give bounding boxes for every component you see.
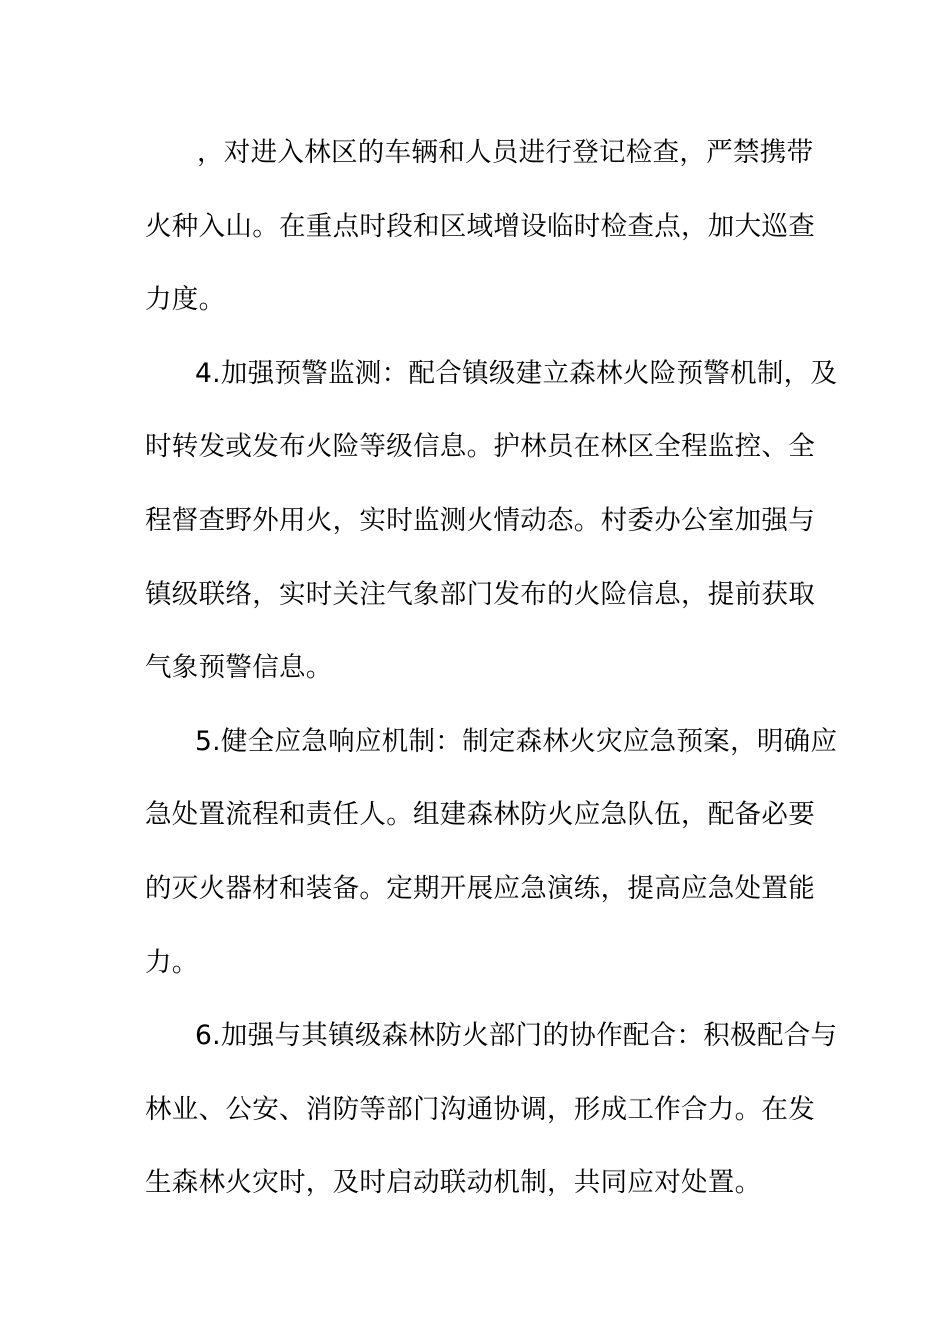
text-line: 力。	[145, 946, 199, 978]
text-line: 的灭火器材和装备。定期开展应急演练，提高应急处置能	[145, 872, 815, 904]
text-line: 气象预警信息。	[145, 652, 333, 684]
text-line: 时转发或发布火险等级信息。护林员在林区全程监控、全	[145, 431, 815, 463]
text-line: 程督查野外用火，实时监测火情动态。村委办公室加强与	[145, 504, 815, 536]
paragraph-heading-line: 5.健全应急响应机制：制定森林火灾应急预案，明确应	[195, 725, 838, 757]
text-line: 林业、公安、消防等部门沟通协调，形成工作合力。在发	[145, 1093, 815, 1125]
text-line: 急处置流程和责任人。组建森林防火应急队伍，配备必要	[145, 799, 815, 831]
paragraph-heading-line: 6.加强与其镇级森林防火部门的协作配合：积极配合与	[195, 1020, 838, 1052]
paragraph-heading-line: 4.加强预警监测：配合镇级建立森林火险预警机制，及	[195, 357, 838, 389]
text-line: 镇级联络，实时关注气象部门发布的火险信息，提前获取	[145, 578, 815, 610]
text-line: 火种入山。在重点时段和区域增设临时检查点，加大巡查	[145, 210, 815, 242]
document-body	[145, 116, 838, 1220]
text-line: 力度。	[145, 284, 226, 316]
text-line: 生森林火灾时，及时启动联动机制，共同应对处置。	[145, 1167, 762, 1199]
text-line: ，对进入林区的车辆和人员进行登记检查，严禁携带	[197, 137, 814, 168]
